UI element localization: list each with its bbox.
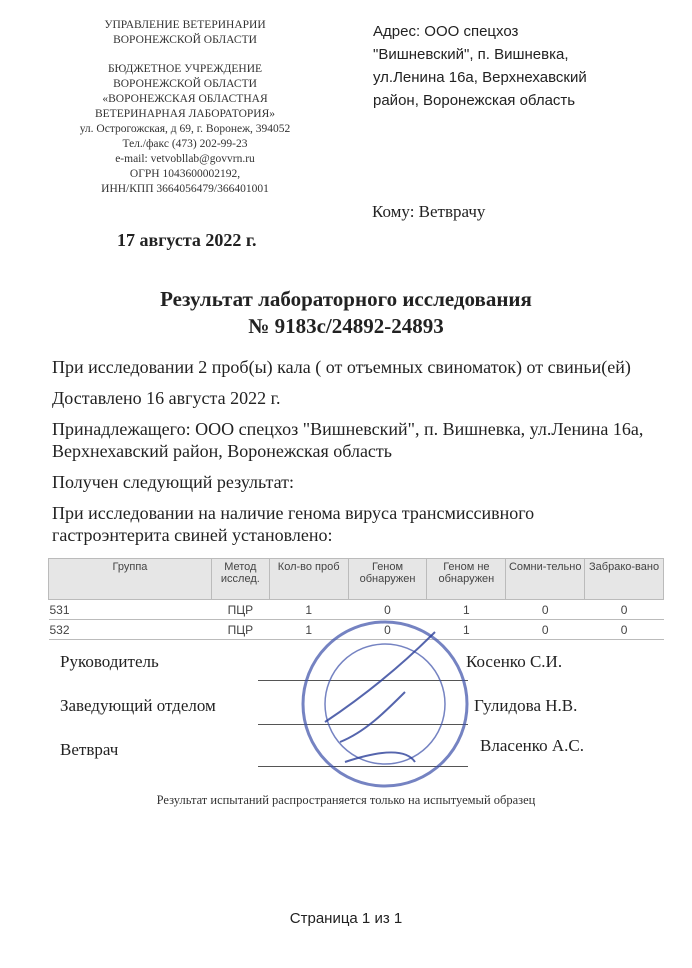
signature-role: Заведующий отделом	[60, 696, 216, 715]
header-line: ИНН/КПП 3664056479/366401001	[101, 183, 269, 195]
official-stamp	[285, 612, 485, 792]
cell: 1	[427, 620, 506, 640]
address-line: ул.Ленина 16а, Верхнехавский	[373, 69, 587, 86]
header-line: БЮДЖЕТНОЕ УЧРЕЖДЕНИЕ	[107, 63, 263, 75]
column-header: Группа	[49, 559, 212, 600]
address-line: район, Воронежская область	[373, 92, 576, 109]
column-header: Метод исслед.	[211, 559, 269, 600]
cell: ПЦР	[211, 600, 269, 620]
body-paragraph: Принадлежащего: ООО спецхоз "Вишневский", п. Вишневка, ул.Ленина 16а, Верхнехавский район, Воронежская область	[52, 419, 644, 461]
signature-name: Власенко А.С.	[480, 736, 585, 755]
body-paragraph: При исследовании на наличие генома вируса трансмиссивного гастроэнтерита свиней установлено:	[52, 503, 535, 545]
cell: 0	[585, 600, 664, 620]
address-line: "Вишневский", п. Вишневка,	[373, 46, 569, 63]
body-paragraph: Получен следующий результат:	[52, 472, 295, 492]
document-body	[52, 356, 652, 546]
title-line: Результат лабораторного исследования	[160, 287, 532, 311]
column-header: Геном обнаружен	[348, 559, 427, 600]
cell: 1	[269, 600, 348, 620]
cell: 1	[269, 620, 348, 640]
recipient: Кому: Ветврачу	[372, 202, 486, 221]
header-line: ВОРОНЕЖСКОЙ ОБЛАСТИ	[113, 78, 257, 90]
document-date: 17 августа 2022 г.	[117, 230, 257, 250]
signature-name: Гулидова Н.В.	[474, 696, 578, 715]
signature-name: Косенко С.И.	[466, 652, 563, 671]
column-header: Сомни-тельно	[506, 559, 585, 600]
column-header: Забрако-вано	[585, 559, 664, 600]
body-paragraph: Доставлено 16 августа 2022 г.	[52, 388, 281, 408]
signature-role: Ветврач	[60, 740, 119, 759]
cell: 1	[427, 600, 506, 620]
recipient-address	[373, 20, 673, 112]
document-number: № 9183с/24892-24893	[248, 314, 444, 338]
column-header: Кол-во проб	[269, 559, 348, 600]
cell: ПЦР	[211, 620, 269, 640]
cell: 532	[49, 620, 212, 640]
header-line: «ВОРОНЕЖСКАЯ ОБЛАСТНАЯ	[102, 93, 268, 105]
cell: 0	[348, 620, 427, 640]
cell: 0	[585, 620, 664, 640]
cell: 0	[506, 600, 585, 620]
header-line: ОГРН 1043600002192,	[129, 168, 241, 180]
header-line: Тел./факс (473) 202-99-23	[122, 138, 248, 150]
header-line: ул. Острогожская, д 69, г. Воронеж, 394052	[79, 123, 291, 135]
column-header: Геном не обнаружен	[427, 559, 506, 600]
body-paragraph: При исследовании 2 проб(ы) кала ( от отъемных свиноматок) от свиньи(ей)	[52, 357, 631, 377]
header-line: ВЕТЕРИНАРНАЯ ЛАБОРАТОРИЯ»	[94, 108, 276, 120]
organization-header	[40, 18, 330, 197]
header-line: УПРАВЛЕНИЕ ВЕТЕРИНАРИИ	[104, 19, 266, 31]
header-line: ВОРОНЕЖСКОЙ ОБЛАСТИ	[113, 34, 257, 46]
header-line: e-mail: vetvobllab@govvrn.ru	[115, 153, 255, 165]
cell: 0	[348, 600, 427, 620]
document-title	[0, 286, 692, 340]
cell: 531	[49, 600, 212, 620]
footer-note: Результат испытаний распространяется только на испытуемый образец	[156, 793, 536, 807]
signature-role: Руководитель	[60, 652, 159, 671]
address-line: Адрес: ООО спецхоз	[373, 23, 519, 40]
page-number: Страница 1 из 1	[289, 910, 403, 927]
cell: 0	[506, 620, 585, 640]
